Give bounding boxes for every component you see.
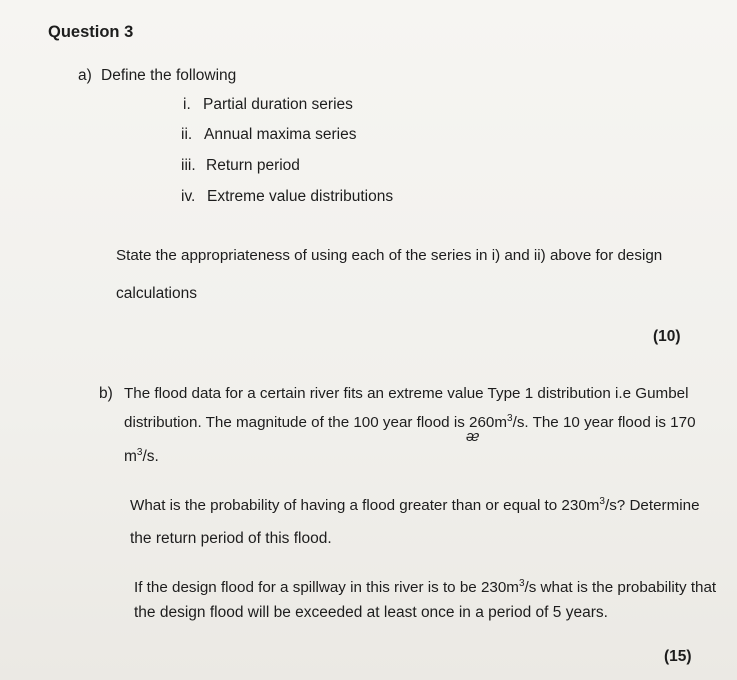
list-item-num: ii. [181,126,193,143]
list-item-num: iv. [181,188,196,205]
part-b-marks: (15) [664,648,692,665]
part-b-label: b) [99,385,113,402]
list-item-num: iii. [181,157,196,174]
part-b-question2-line2: the design flood will be exceeded at least once in a period of 5 years. [134,604,608,621]
part-b-line2: distribution. The magnitude of the 100 year flood is $260m^3/s$. The 10 year flood is 170 [124,412,696,431]
question-title: Question 3 [48,23,134,41]
list-item-text: Partial duration series [203,96,353,113]
part-b-question1-line2: the return period of this flood. [130,530,332,547]
list-item-num: i. [183,96,191,113]
part-a-state-line2: calculations [116,285,197,302]
list-item-text: Extreme value distributions [207,188,394,205]
list-item-text: Annual maxima series [204,126,357,143]
part-a-marks: (10) [653,328,681,345]
part-b-question2-line1: If the design flood for a spillway in this river is to be $230m^3/s$ what is the probability that [134,577,717,596]
list-item-text: Return period [206,157,300,174]
part-b-question1-line1: What is the probability of having a flood greater than or equal to $230m^3/s$? Determine [130,495,700,514]
part-a-intro: Define the following [101,67,237,84]
part-b-line1: The flood data for a certain river fits an extreme value Type 1 distribution i.e Gumbel [124,385,689,402]
handwritten-mark: ᴂ [466,428,480,445]
part-a-state-line1: State the appropriateness of using each of the series in i) and ii) above for design [116,247,663,264]
part-b-line3: $m^3/s$. [124,446,159,465]
part-a-label: a) [78,67,92,84]
